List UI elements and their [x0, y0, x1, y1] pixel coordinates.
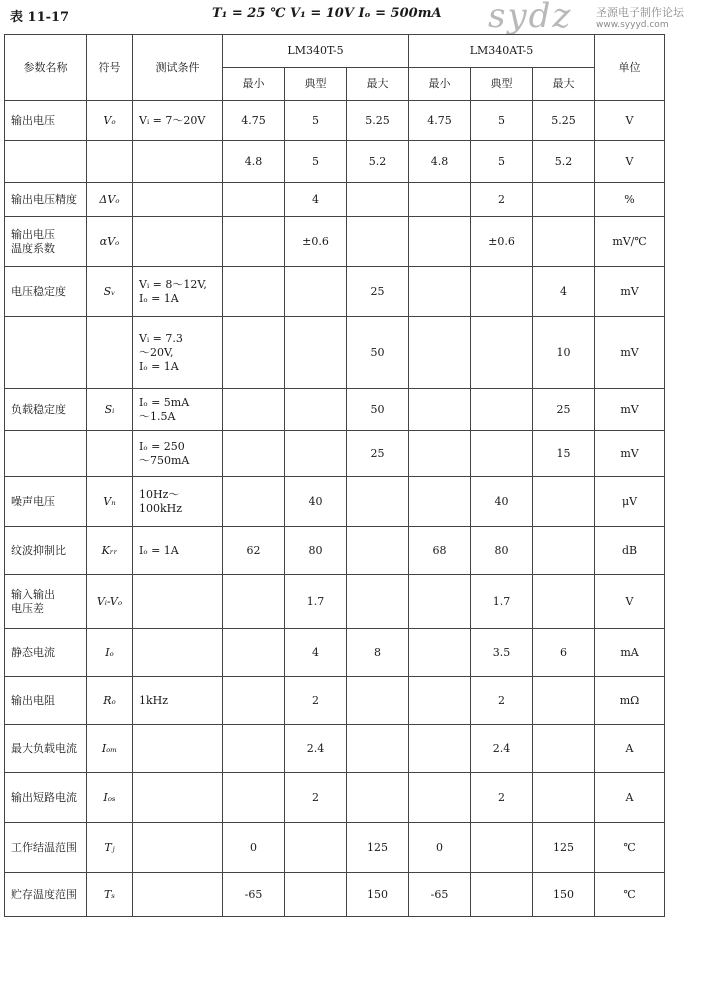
header-min: 最小	[223, 68, 285, 101]
cell-lm340at5-max	[533, 575, 595, 629]
header-max: 最大	[347, 68, 409, 101]
cell-lm340t5-typ: 2.4	[285, 725, 347, 773]
cell-symbol: Iₒₛ	[87, 773, 133, 823]
cell-lm340t5-max	[347, 183, 409, 217]
header-symbol: 符号	[87, 35, 133, 101]
cell-lm340at5-max	[533, 677, 595, 725]
cell-unit: ℃	[595, 823, 665, 873]
cell-unit: mV	[595, 389, 665, 431]
cell-lm340t5-max: 5.25	[347, 101, 409, 141]
cell-lm340t5-max: 8	[347, 629, 409, 677]
cell-unit: mV/℃	[595, 217, 665, 267]
cell-param-name: 噪声电压	[5, 477, 87, 527]
cell-lm340t5-min: 62	[223, 527, 285, 575]
cell-lm340at5-max: 150	[533, 873, 595, 917]
cell-lm340at5-typ: 5	[471, 101, 533, 141]
cell-unit: mV	[595, 431, 665, 477]
cell-lm340at5-typ: 3.5	[471, 629, 533, 677]
cell-unit: mV	[595, 267, 665, 317]
cell-lm340at5-max	[533, 773, 595, 823]
cell-lm340at5-min	[409, 477, 471, 527]
cell-lm340at5-typ: 5	[471, 141, 533, 183]
cell-lm340t5-typ: 5	[285, 101, 347, 141]
cell-lm340at5-max: 4	[533, 267, 595, 317]
cell-lm340t5-max: 50	[347, 317, 409, 389]
cell-lm340t5-typ: 40	[285, 477, 347, 527]
cell-param-name: 电压稳定度	[5, 267, 87, 317]
table-row	[5, 431, 665, 477]
cell-lm340at5-min: 4.75	[409, 101, 471, 141]
cell-test-condition: Iₒ = 5mA ～1.5A	[133, 389, 223, 431]
cell-test-condition: 1kHz	[133, 677, 223, 725]
cell-unit: A	[595, 725, 665, 773]
cell-unit: dB	[595, 527, 665, 575]
cell-unit: mV	[595, 317, 665, 389]
table-row	[5, 629, 665, 677]
cell-unit: mΩ	[595, 677, 665, 725]
cell-lm340t5-min: 0	[223, 823, 285, 873]
cell-param-name: 贮存温度范围	[5, 873, 87, 917]
cell-lm340at5-max: 5.25	[533, 101, 595, 141]
table-row	[5, 101, 665, 141]
cell-param-name: 输出短路电流	[5, 773, 87, 823]
table-row	[5, 873, 665, 917]
header-typ: 典型	[471, 68, 533, 101]
cell-lm340at5-typ: ±0.6	[471, 217, 533, 267]
header-part-lm340at5: LM340AT-5	[409, 35, 595, 68]
cell-lm340t5-min	[223, 389, 285, 431]
cell-lm340t5-max	[347, 527, 409, 575]
cell-lm340at5-typ: 80	[471, 527, 533, 575]
cell-lm340t5-min	[223, 267, 285, 317]
cell-symbol: Vᵢ-Vₒ	[87, 575, 133, 629]
cell-lm340t5-typ	[285, 317, 347, 389]
cell-param-name	[5, 317, 87, 389]
cell-test-condition: Iₒ = 250 ～750mA	[133, 431, 223, 477]
cell-symbol: Sᵥ	[87, 267, 133, 317]
cell-lm340t5-min	[223, 677, 285, 725]
cell-unit: V	[595, 101, 665, 141]
table-row	[5, 773, 665, 823]
cell-lm340at5-typ: 2	[471, 677, 533, 725]
cell-symbol: αVₒ	[87, 217, 133, 267]
cell-lm340t5-typ: 80	[285, 527, 347, 575]
cell-param-name: 负载稳定度	[5, 389, 87, 431]
cell-symbol: Iₒₘ	[87, 725, 133, 773]
cell-lm340t5-max: 50	[347, 389, 409, 431]
cell-test-condition: Vᵢ = 7～20V	[133, 101, 223, 141]
cell-lm340at5-typ: 40	[471, 477, 533, 527]
cell-symbol	[87, 141, 133, 183]
header-unit: 单位	[595, 35, 665, 101]
cell-unit: %	[595, 183, 665, 217]
cell-lm340at5-max	[533, 725, 595, 773]
cell-lm340t5-min	[223, 575, 285, 629]
table-row	[5, 677, 665, 725]
cell-lm340at5-min	[409, 773, 471, 823]
cell-lm340t5-max: 5.2	[347, 141, 409, 183]
cell-symbol: Vₙ	[87, 477, 133, 527]
cell-lm340at5-min	[409, 389, 471, 431]
cell-lm340at5-typ: 2	[471, 183, 533, 217]
watermark-logo: sydz	[488, 0, 573, 36]
cell-lm340at5-max: 15	[533, 431, 595, 477]
table-row	[5, 317, 665, 389]
cell-param-name	[5, 141, 87, 183]
cell-lm340at5-min: -65	[409, 873, 471, 917]
cell-test-condition: Vᵢ = 7.3 ～20V, Iₒ = 1A	[133, 317, 223, 389]
cell-lm340at5-typ	[471, 267, 533, 317]
cell-lm340t5-max	[347, 217, 409, 267]
cell-param-name: 输入输出 电压差	[5, 575, 87, 629]
cell-lm340at5-min	[409, 725, 471, 773]
cell-lm340t5-min: 4.75	[223, 101, 285, 141]
table-row	[5, 477, 665, 527]
cell-unit: A	[595, 773, 665, 823]
cell-lm340t5-max	[347, 477, 409, 527]
cell-param-name: 输出电压 温度系数	[5, 217, 87, 267]
cell-test-condition: Iₒ = 1A	[133, 527, 223, 575]
cell-lm340t5-min	[223, 725, 285, 773]
table-row	[5, 389, 665, 431]
cell-lm340at5-typ: 2.4	[471, 725, 533, 773]
table-row	[5, 527, 665, 575]
cell-param-name: 输出电压	[5, 101, 87, 141]
cell-lm340t5-min	[223, 629, 285, 677]
header-param: 参数名称	[5, 35, 87, 101]
header-condition: 测试条件	[133, 35, 223, 101]
cell-lm340at5-typ	[471, 389, 533, 431]
cell-lm340at5-max	[533, 477, 595, 527]
cell-symbol: ΔVₒ	[87, 183, 133, 217]
cell-test-condition	[133, 725, 223, 773]
cell-unit: mA	[595, 629, 665, 677]
cell-lm340at5-min: 68	[409, 527, 471, 575]
table-row	[5, 823, 665, 873]
table-row	[5, 217, 665, 267]
cell-lm340t5-min	[223, 773, 285, 823]
cell-lm340at5-min	[409, 267, 471, 317]
cell-lm340at5-typ	[471, 823, 533, 873]
cell-lm340t5-min: 4.8	[223, 141, 285, 183]
cell-param-name: 纹波抑制比	[5, 527, 87, 575]
cell-lm340at5-max	[533, 527, 595, 575]
cell-lm340t5-typ	[285, 823, 347, 873]
cell-param-name: 输出电压精度	[5, 183, 87, 217]
watermark-name: 圣源电子制作论坛	[596, 6, 684, 19]
cell-lm340t5-typ: 5	[285, 141, 347, 183]
header-min: 最小	[409, 68, 471, 101]
cell-test-condition	[133, 629, 223, 677]
table-row	[5, 141, 665, 183]
cell-symbol: Tₛ	[87, 873, 133, 917]
cell-lm340t5-typ	[285, 267, 347, 317]
cell-lm340at5-min: 0	[409, 823, 471, 873]
spec-table-body	[5, 101, 665, 917]
cell-lm340t5-typ	[285, 389, 347, 431]
cell-lm340t5-max: 25	[347, 267, 409, 317]
cell-test-condition	[133, 823, 223, 873]
cell-lm340t5-typ: ±0.6	[285, 217, 347, 267]
cell-lm340t5-min	[223, 477, 285, 527]
table-row	[5, 183, 665, 217]
cell-lm340at5-typ: 1.7	[471, 575, 533, 629]
cell-symbol: Rₒ	[87, 677, 133, 725]
cell-lm340at5-min	[409, 677, 471, 725]
cell-param-name	[5, 431, 87, 477]
cell-lm340at5-min: 4.8	[409, 141, 471, 183]
cell-lm340t5-max: 25	[347, 431, 409, 477]
cell-unit: V	[595, 141, 665, 183]
cell-lm340t5-typ: 2	[285, 773, 347, 823]
cell-param-name: 工作结温范围	[5, 823, 87, 873]
cell-test-condition	[133, 873, 223, 917]
cell-param-name: 输出电阻	[5, 677, 87, 725]
cell-unit: ℃	[595, 873, 665, 917]
cell-lm340at5-max	[533, 183, 595, 217]
watermark-url: www.syyyd.com	[596, 20, 669, 30]
header-max: 最大	[533, 68, 595, 101]
cell-lm340t5-min	[223, 431, 285, 477]
table-caption: 表 11-17	[10, 10, 70, 25]
cell-lm340at5-max: 25	[533, 389, 595, 431]
cell-lm340at5-min	[409, 575, 471, 629]
cell-test-condition	[133, 217, 223, 267]
cell-lm340at5-min	[409, 431, 471, 477]
cell-lm340t5-min	[223, 317, 285, 389]
cell-lm340t5-min: -65	[223, 873, 285, 917]
cell-symbol: Iₒ	[87, 629, 133, 677]
cell-lm340t5-min	[223, 217, 285, 267]
cell-lm340t5-max	[347, 773, 409, 823]
cell-symbol	[87, 431, 133, 477]
cell-lm340at5-min	[409, 217, 471, 267]
cell-lm340at5-typ	[471, 873, 533, 917]
cell-symbol: Vₒ	[87, 101, 133, 141]
cell-symbol: Tⱼ	[87, 823, 133, 873]
test-conditions: T₁ = 25 ℃ V₁ = 10V Iₒ = 500mA	[212, 6, 442, 21]
cell-test-condition	[133, 773, 223, 823]
cell-test-condition	[133, 575, 223, 629]
cell-test-condition	[133, 183, 223, 217]
cell-param-name: 最大负载电流	[5, 725, 87, 773]
cell-lm340at5-min	[409, 629, 471, 677]
cell-lm340t5-max	[347, 677, 409, 725]
cell-lm340at5-typ: 2	[471, 773, 533, 823]
cell-lm340t5-typ: 2	[285, 677, 347, 725]
cell-lm340t5-typ: 4	[285, 629, 347, 677]
cell-lm340at5-typ	[471, 317, 533, 389]
watermark	[488, 0, 705, 38]
cell-lm340at5-typ	[471, 431, 533, 477]
cell-lm340at5-min	[409, 183, 471, 217]
cell-lm340t5-typ: 1.7	[285, 575, 347, 629]
cell-test-condition	[133, 141, 223, 183]
header-part-lm340t5: LM340T-5	[223, 35, 409, 68]
cell-lm340at5-max: 6	[533, 629, 595, 677]
cell-lm340t5-max: 125	[347, 823, 409, 873]
cell-param-name: 静态电流	[5, 629, 87, 677]
header-typ: 典型	[285, 68, 347, 101]
cell-lm340t5-max	[347, 575, 409, 629]
cell-symbol: Sᵢ	[87, 389, 133, 431]
cell-unit: V	[595, 575, 665, 629]
table-row	[5, 725, 665, 773]
cell-lm340t5-typ: 4	[285, 183, 347, 217]
spec-table	[4, 34, 665, 917]
cell-lm340t5-max: 150	[347, 873, 409, 917]
cell-lm340at5-min	[409, 317, 471, 389]
cell-lm340at5-max: 125	[533, 823, 595, 873]
cell-lm340at5-max: 10	[533, 317, 595, 389]
cell-lm340at5-max: 5.2	[533, 141, 595, 183]
cell-test-condition: Vᵢ = 8～12V, Iₒ = 1A	[133, 267, 223, 317]
cell-symbol	[87, 317, 133, 389]
cell-lm340t5-min	[223, 183, 285, 217]
table-row	[5, 267, 665, 317]
cell-lm340t5-typ	[285, 431, 347, 477]
cell-lm340t5-typ	[285, 873, 347, 917]
cell-lm340at5-max	[533, 217, 595, 267]
cell-lm340t5-max	[347, 725, 409, 773]
cell-test-condition: 10Hz～100kHz	[133, 477, 223, 527]
cell-symbol: Kᵣᵣ	[87, 527, 133, 575]
cell-unit: μV	[595, 477, 665, 527]
table-row	[5, 575, 665, 629]
